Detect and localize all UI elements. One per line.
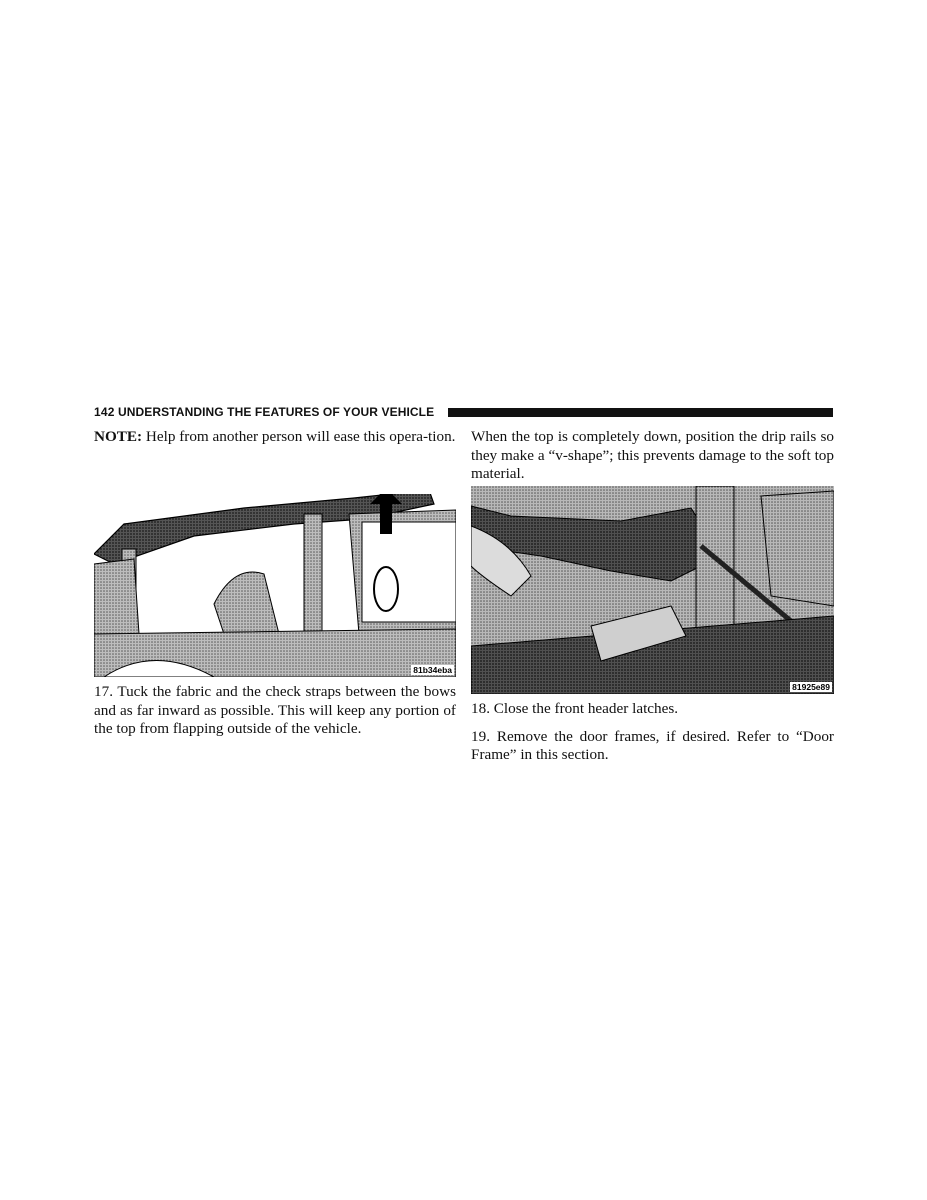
step-17: 17. Tuck the fabric and the check straps between the bows and as far inward as possible. This will keep any portion of the top from flapping outside of the vehicle. — [94, 683, 456, 737]
figure-left-illustration — [94, 494, 456, 677]
header-rule — [448, 408, 833, 417]
note-paragraph — [94, 428, 456, 447]
left-column — [94, 428, 456, 447]
page-number: 142 — [94, 405, 115, 419]
figure-soft-top-folding — [94, 494, 456, 677]
step-18: 18. Close the front header latches. — [471, 700, 679, 717]
right-column — [471, 428, 834, 484]
page-header — [94, 405, 834, 419]
note-text: Help from another person will ease this opera-tion. — [142, 428, 456, 445]
figure-id-label: 81b34eba — [413, 665, 452, 675]
figure-id-label: 81925e89 — [792, 682, 830, 692]
intro-paragraph: When the top is completely down, position the drip rails so they make a “v-shape”; this prevents damage to the soft top material. — [471, 428, 834, 482]
figure-right-illustration — [471, 486, 834, 694]
figure-drip-rails — [471, 486, 834, 694]
note-label: NOTE: — [94, 428, 143, 445]
right-column-lower — [471, 700, 834, 765]
left-column-lower — [94, 683, 456, 739]
section-title: UNDERSTANDING THE FEATURES OF YOUR VEHICLE — [118, 405, 435, 419]
step-19: 19. Remove the door frames, if desired. Refer to “Door Frame” in this section. — [471, 727, 834, 763]
